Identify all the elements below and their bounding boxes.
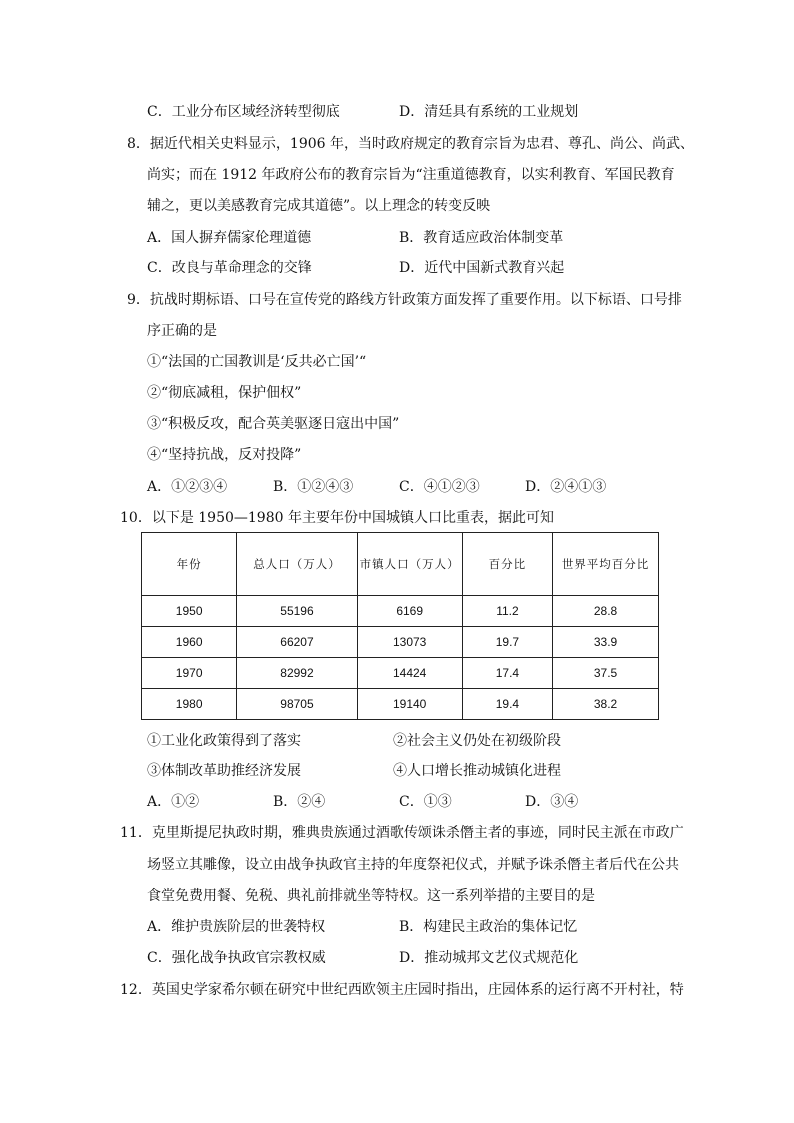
q9-option-a: A．①②③④ (147, 479, 228, 495)
q9-item-4: ④“坚持抗战，反对投降” (147, 447, 302, 463)
table-cell: 19.7 (462, 627, 552, 658)
table-cell: 1960 (142, 627, 237, 658)
q9-item-3: ③“积极反攻，配合英美驱逐日寇出中国” (147, 416, 400, 432)
q8-stem-line-1: 8．据近代相关史料显示，1906 年，当时政府规定的教育宗旨为忠君、尊孔、尚公、尚武、 (127, 136, 694, 152)
table-row (142, 658, 659, 689)
q10-option-b: B．②④ (273, 794, 326, 810)
q10-item-3: ③体制改革助推经济发展 (147, 763, 301, 779)
q8-option-b: B．教育适应政治体制变革 (399, 230, 564, 246)
q12-stem-line-1: 12．英国史学家希尔顿在研究中世纪西欧领主庄园时指出，庄园体系的运行离不开村社，特 (120, 982, 684, 998)
table-cell: 33.9 (553, 627, 659, 658)
table-header-cell: 总人口（万人） (237, 533, 357, 596)
q11-option-d: D．推动城邦文艺仪式规范化 (399, 950, 579, 966)
table-header-cell: 年份 (142, 533, 237, 596)
q9-stem-line-1: 9．抗战时期标语、口号在宣传党的路线方针政策方面发挥了重要作用。以下标语、口号排 (127, 292, 682, 308)
q11-option-c: C．强化战争执政官宗教权威 (147, 950, 326, 966)
urban-population-table (141, 532, 659, 720)
table-cell: 19.4 (462, 689, 552, 720)
table-header-cell: 市镇人口（万人） (357, 533, 462, 596)
table-cell: 38.2 (553, 689, 659, 720)
table-cell: 11.2 (462, 596, 552, 627)
q10-option-d: D．③④ (525, 794, 579, 810)
q10-item-1: ①工业化政策得到了落实 (147, 733, 301, 749)
table-row (142, 627, 659, 658)
q8-stem-line-3: 辅之，更以美感教育完成其道德”。以上理念的转变反映 (147, 198, 491, 214)
q10-option-c: C．①③ (399, 794, 452, 810)
table-row (142, 596, 659, 627)
q8-option-c: C．改良与革命理念的交锋 (147, 260, 312, 276)
q11-stem-line-1: 11．克里斯提尼执政时期，雅典贵族通过酒歌传颂诛杀僭主者的事迹，同时民主派在市政广 (120, 825, 684, 841)
q9-stem-line-2: 序正确的是 (147, 323, 217, 339)
q9-option-c: C．④①②③ (399, 479, 480, 495)
table-header-cell: 百分比 (462, 533, 552, 596)
table-cell: 28.8 (553, 596, 659, 627)
q11-option-b: B．构建民主政治的集体记忆 (399, 919, 578, 935)
q10-option-a: A．①② (147, 794, 200, 810)
q9-option-d: D．②④①③ (525, 479, 607, 495)
table-cell: 6169 (357, 596, 462, 627)
table-row (142, 689, 659, 720)
table-cell: 1950 (142, 596, 237, 627)
table-cell: 66207 (237, 627, 357, 658)
table-header-row (142, 533, 659, 596)
table-cell: 19140 (357, 689, 462, 720)
table-cell: 1970 (142, 658, 237, 689)
q8-stem-line-2: 尚实；而在 1912 年政府公布的教育宗旨为“注重道德教育，以实利教育、军国民教育 (147, 167, 675, 183)
table-cell: 1980 (142, 689, 237, 720)
q10-item-2: ②社会主义仍处在初级阶段 (393, 733, 561, 749)
table-cell: 37.5 (553, 658, 659, 689)
table-cell: 14424 (357, 658, 462, 689)
q11-option-a: A．维护贵族阶层的世袭特权 (147, 919, 326, 935)
q9-option-b: B．①②④③ (273, 479, 354, 495)
q10-stem-line-1: 10．以下是 1950—1980 年主要年份中国城镇人口比重表，据此可知 (120, 510, 554, 526)
table-cell: 98705 (237, 689, 357, 720)
table-cell: 82992 (237, 658, 357, 689)
q11-stem-line-3: 食堂免费用餐、免税、典礼前排就坐等特权。这一系列举措的主要目的是 (147, 888, 595, 904)
table-cell: 17.4 (462, 658, 552, 689)
q8-option-d: D．近代中国新式教育兴起 (399, 260, 565, 276)
q10-item-4: ④人口增长推动城镇化进程 (393, 763, 561, 779)
table-header-cell: 世界平均百分比 (553, 533, 659, 596)
table-cell: 13073 (357, 627, 462, 658)
q7-option-c: C．工业分布区域经济转型彻底 (147, 104, 340, 120)
q9-item-1: ①“法国的亡国教训是‘反共必亡国’“ (147, 354, 367, 370)
q7-option-d: D．清廷具有系统的工业规划 (399, 104, 579, 120)
q8-option-a: A．国人摒弃儒家伦理道德 (147, 230, 312, 246)
table-cell: 55196 (237, 596, 357, 627)
q9-item-2: ②“彻底减租，保护佃权” (147, 385, 302, 401)
q11-stem-line-2: 场竖立其雕像，设立由战争执政官主持的年度祭祀仪式，并赋予诛杀僭主者后代在公共 (147, 857, 679, 873)
